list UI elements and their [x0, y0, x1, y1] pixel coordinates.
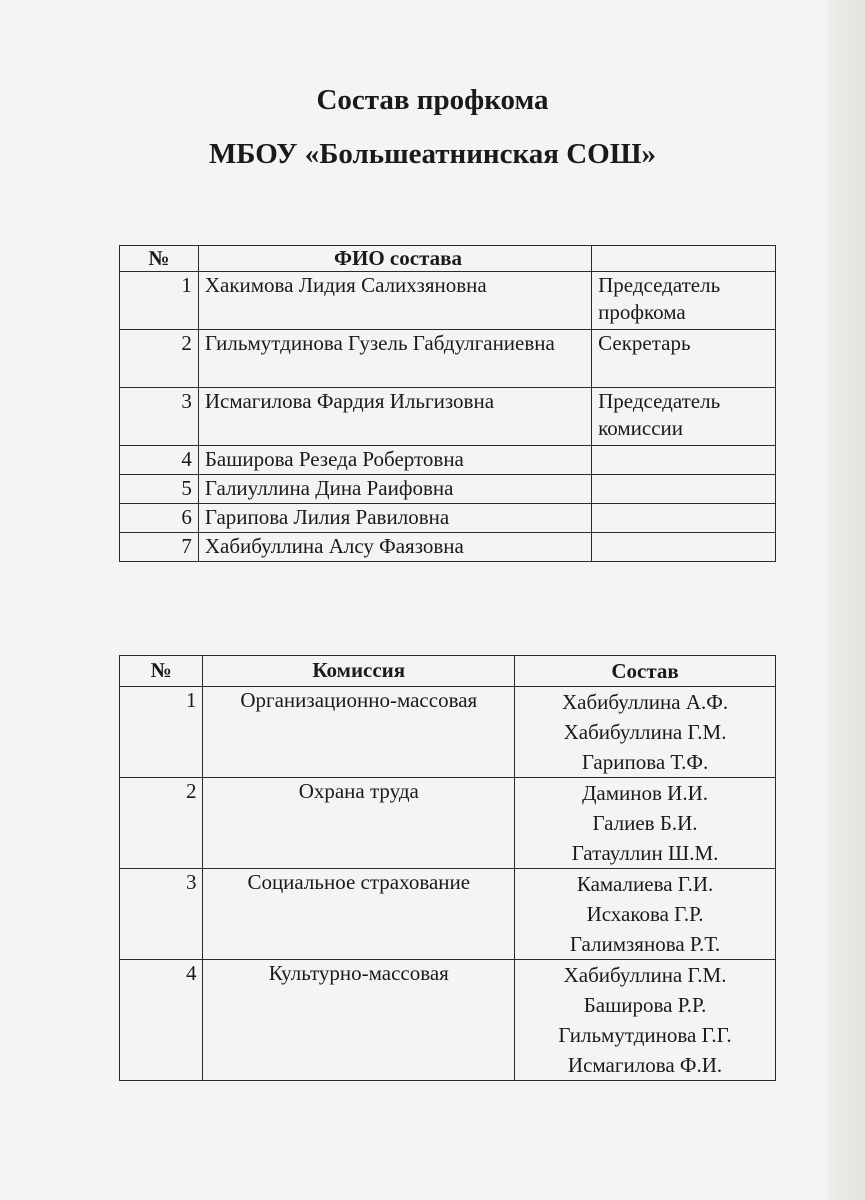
member-num: 4 [120, 446, 199, 475]
members-header-row [120, 246, 776, 272]
commission-num: 2 [120, 778, 203, 869]
members-header-role [592, 246, 776, 272]
commission-name: Культурно-массовая [203, 960, 515, 1081]
members-row [120, 388, 776, 446]
commission-num: 3 [120, 869, 203, 960]
members-row [120, 330, 776, 388]
member-name: Хабибуллина Алсу Фаязовна [198, 533, 591, 562]
composition-member: Камалиева Г.И. [576, 872, 714, 896]
member-role: Председатель профкома [592, 272, 776, 330]
commission-name: Социальное страхование [203, 869, 515, 960]
member-num: 7 [120, 533, 199, 562]
composition-member: Хабибуллина Г.М. [563, 963, 727, 987]
member-num: 1 [120, 272, 199, 330]
member-role [592, 533, 776, 562]
commission-composition [515, 869, 776, 960]
school-name: МБОУ «Большеатнинская СОШ» [208, 138, 657, 170]
member-name: Галиуллина Дина Раифовна [198, 475, 591, 504]
page-edge [827, 0, 865, 1200]
member-role: Председатель комиссии [592, 388, 776, 446]
member-role [592, 504, 776, 533]
member-role [592, 475, 776, 504]
members-header-name: ФИО состава [198, 246, 591, 272]
member-num: 2 [120, 330, 199, 388]
commission-num: 4 [120, 960, 203, 1081]
members-row [120, 475, 776, 504]
members-row [120, 272, 776, 330]
commission-row [120, 869, 776, 960]
members-header-num: № [120, 246, 199, 272]
member-name: Баширова Резеда Робертовна [198, 446, 591, 475]
composition-member: Исмагилова Ф.И. [567, 1053, 723, 1077]
commission-row [120, 687, 776, 778]
commission-composition [515, 960, 776, 1081]
document-title: Состав профкома [316, 84, 549, 116]
commissions-header-row [120, 656, 776, 687]
member-name: Хакимова Лидия Салихзяновна [198, 272, 591, 330]
commissions-table [119, 655, 776, 1081]
commission-name: Организационно-массовая [203, 687, 515, 778]
composition-member: Хабибуллина А.Ф. [561, 690, 729, 714]
commission-row [120, 960, 776, 1081]
composition-member: Галиев Б.И. [592, 811, 698, 835]
commissions-header-composition: Состав [515, 656, 776, 687]
member-num: 5 [120, 475, 199, 504]
commission-row [120, 778, 776, 869]
member-role: Секретарь [592, 330, 776, 388]
members-row [120, 533, 776, 562]
composition-member: Даминов И.И. [582, 781, 708, 805]
members-table [119, 245, 776, 562]
commission-composition [515, 687, 776, 778]
member-name: Исмагилова Фардия Ильгизовна [198, 388, 591, 446]
member-num: 6 [120, 504, 199, 533]
member-name: Гильмутдинова Гузель Габдулганиевна [198, 330, 591, 388]
member-num: 3 [120, 388, 199, 446]
commission-name: Охрана труда [203, 778, 515, 869]
composition-member: Галимзянова Р.Т. [569, 932, 721, 956]
commissions-header-name: Комиссия [203, 656, 515, 687]
composition-member: Гатауллин Ш.М. [571, 841, 719, 865]
commissions-header-num: № [120, 656, 203, 687]
member-role [592, 446, 776, 475]
composition-member: Гарипова Т.Ф. [581, 750, 709, 774]
member-name: Гарипова Лилия Равиловна [198, 504, 591, 533]
commission-composition [515, 778, 776, 869]
composition-member: Исхакова Г.Р. [586, 902, 704, 926]
composition-member: Гильмутдинова Г.Г. [558, 1023, 732, 1047]
members-row [120, 446, 776, 475]
commission-num: 1 [120, 687, 203, 778]
composition-member: Хабибуллина Г.М. [563, 720, 727, 744]
composition-member: Баширова Р.Р. [583, 993, 707, 1017]
members-row [120, 504, 776, 533]
